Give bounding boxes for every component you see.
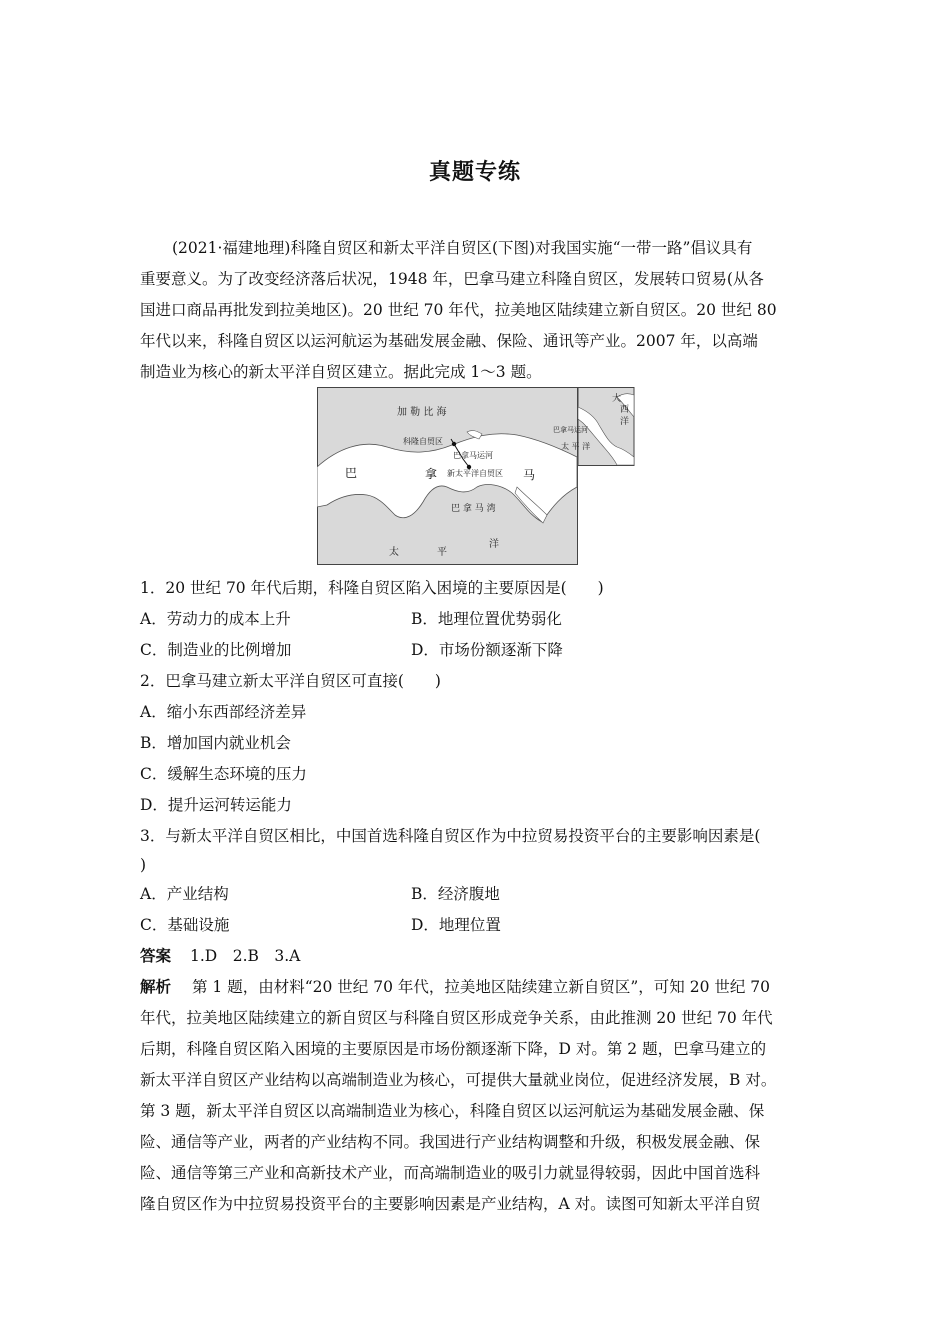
label-na: 拿 bbox=[425, 467, 438, 481]
analysis-line-5: 第 3 题，新太平洋自贸区以高端制造业为核心，科隆自贸区以运河航运为基础发展金融、保 bbox=[140, 1102, 765, 1120]
q1-option-d: D．市场份额逐渐下降 bbox=[411, 641, 563, 659]
q1-option-b: B．地理位置优势弱化 bbox=[411, 610, 562, 628]
label-ma: 马 bbox=[523, 468, 536, 482]
label-ba: 巴 bbox=[345, 466, 358, 480]
analysis-line-2: 年代，拉美地区陆续建立的新自贸区与科隆自贸区形成竞争关系，由此推测 20 世纪 70 年代 bbox=[140, 1009, 773, 1027]
analysis-line-7: 险、通信等第三产业和高新技术产业，而高端制造业的吸引力就显得较弱，因此中国首选科 bbox=[140, 1164, 761, 1182]
analysis-line-8: 隆自贸区作为中拉贸易投资平台的主要影响因素是产业结构，A 对。读图可知新太平洋自贸 bbox=[140, 1195, 761, 1213]
analysis-line-3: 后期，科隆自贸区陷入困境的主要原因是市场份额逐渐下降，D 对。第 2 题，巴拿马建立的 bbox=[140, 1040, 767, 1058]
analysis-line-4: 新太平洋自贸区产业结构以高端制造业为核心，可提供大量就业岗位，促进经济发展，B 对。 bbox=[140, 1071, 777, 1089]
panama-map bbox=[317, 387, 635, 565]
colon-point bbox=[452, 442, 456, 446]
q3-option-d: D．地理位置 bbox=[411, 916, 501, 934]
question-3-stem: 3．与新太平洋自贸区相比，中国首选科隆自贸区作为中拉贸易投资平台的主要影响因素是( bbox=[140, 827, 761, 845]
question-2-stem: 2．巴拿马建立新太平洋自贸区可直接( ) bbox=[140, 672, 441, 690]
q2-option-c: C．缓解生态环境的压力 bbox=[140, 765, 307, 783]
label-caribbean: 加 勒 比 海 bbox=[397, 407, 447, 418]
inset-canal: 巴拿马运河 bbox=[553, 426, 588, 434]
inset-da: 大 bbox=[612, 394, 622, 404]
q3-option-a: A．产业结构 bbox=[140, 885, 229, 903]
answer-label: 答案 bbox=[140, 946, 172, 965]
q3-option-c: C．基础设施 bbox=[140, 916, 230, 934]
analysis-label: 解析 bbox=[140, 977, 172, 996]
intro-line-4: 年代以来，科隆自贸区以运河航运为基础发展金融、保险、通讯等产业。2007 年，以高端 bbox=[140, 332, 758, 350]
inset-yang: 洋 bbox=[620, 417, 630, 427]
page-title: 真题专练 bbox=[428, 160, 521, 185]
label-tai: 太 bbox=[389, 547, 399, 558]
question-1-stem: 1．20 世纪 70 年代后期，科隆自贸区陷入困境的主要原因是( ) bbox=[140, 579, 604, 597]
label-newpacific: 新太平洋自贸区 bbox=[447, 469, 503, 478]
q1-option-a: A．劳动力的成本上升 bbox=[140, 610, 291, 628]
q2-option-b: B．增加国内就业机会 bbox=[140, 734, 291, 752]
intro-line-2: 重要意义。为了改变经济落后状况，1948 年，巴拿马建立科隆自贸区，发展转口贸易(从各 bbox=[140, 270, 764, 288]
label-yang: 洋 bbox=[489, 539, 499, 550]
q1-option-c: C．制造业的比例增加 bbox=[140, 641, 292, 659]
q3-option-b: B．经济腹地 bbox=[411, 885, 500, 903]
question-3-stem-end: ) bbox=[140, 856, 147, 874]
inset-pacific: 太 平 洋 bbox=[561, 442, 591, 451]
label-colon: 科隆自贸区 bbox=[403, 437, 443, 446]
analysis-line-6: 险、通信等产业，两者的产业结构不同。我国进行产业结构调整和升级，积极发展金融、保 bbox=[140, 1133, 761, 1151]
inset-xi: 西 bbox=[620, 405, 630, 415]
intro-line-1: (2021·福建地理)科隆自贸区和新太平洋自贸区(下图)对我国实施“一带一路”倡议具有 bbox=[172, 239, 753, 257]
intro-line-5: 制造业为核心的新太平洋自贸区建立。据此完成 1～3 题。 bbox=[140, 363, 542, 381]
label-canal: 巴拿马运河 bbox=[453, 451, 493, 460]
intro-line-3: 国进口商品再批发到拉美地区)。20 世纪 70 年代，拉美地区陆续建立新自贸区。20 世纪 80 bbox=[140, 301, 777, 319]
q2-option-d: D．提升运河转运能力 bbox=[140, 796, 292, 814]
label-ping: 平 bbox=[437, 547, 447, 558]
answer-text: 1.D 2.B 3.A bbox=[190, 947, 301, 965]
label-bay: 巴 拿 马 湾 bbox=[451, 504, 496, 514]
analysis-line-1: 第 1 题，由材料“20 世纪 70 年代，拉美地区陆续建立新自贸区”，可知 20 世纪 70 bbox=[192, 978, 771, 996]
q2-option-a: A．缩小东西部经济差异 bbox=[140, 703, 307, 721]
